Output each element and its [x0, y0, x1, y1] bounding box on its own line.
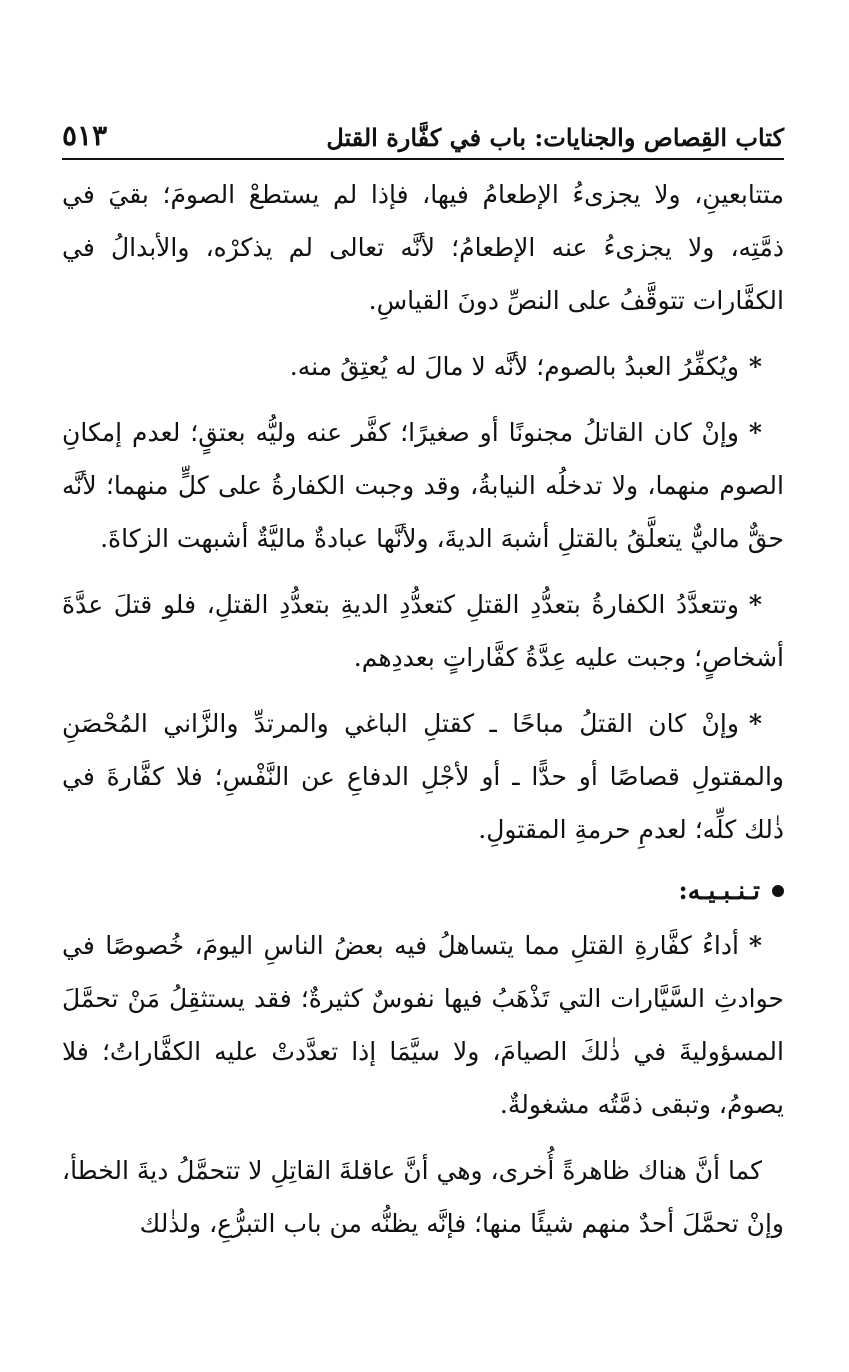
paragraph-text: ويُكفِّرُ العبدُ بالصوم؛ لأنَّه لا مالَ له يُعتِقُ منه. [289, 352, 739, 381]
paragraph-text: أداءُ كفَّارةِ القتلِ مما يتساهلُ فيه بعضُ الناسِ اليومَ، خُصوصًا في حوادثِ السَّيَّارات التي تَذْهَبُ فيها نفوسٌ كثيرةٌ؛ فقد يستثقِلُ مَنْ تحمَّلَ المسؤوليةَ في ذٰلكَ الصيامَ، ولا سيَّمَا إذا تعدَّدتْ عليه الكفَّاراتُ؛ فلا يصومُ، وتبقى ذمَّتُه مشغولةٌ. [62, 931, 784, 1119]
paragraph-marker: * [748, 931, 762, 960]
paragraph-continuation: متتابعينِ، ولا يجزىءُ الإطعامُ فيها، فإذا لم يستطعْ الصومَ؛ بقيَ في ذمَّتِه، ولا يجزىءُ عنه الإطعامُ؛ لأنَّه تعالى لم يذكرْه، والأبدالُ في الكفَّارات تتوقَّفُ على النصِّ دونَ القياسِ. [62, 180, 784, 315]
paragraph-slave-expiation [62, 340, 784, 393]
chapter-title: كتاب القِصاص والجنايات: باب في كفَّارة القتل [326, 123, 784, 152]
paragraph-marker: * [748, 352, 762, 381]
paragraph-multiple-victims [62, 578, 784, 684]
bullet-icon [772, 885, 784, 897]
note-paragraph: كما أنَّ هناك ظاهرةً أُخرى، وهي أنَّ عاقلةَ القاتِلِ لا تتحمَّلُ ديةَ الخطأ، وإنْ تحمَّلَ أحدٌ منهم شيئًا منها؛ فإنَّه يظنُّه من باب التبرُّعِ، ولذٰلك [62, 1156, 784, 1238]
note-paragraph [62, 919, 784, 1131]
note-heading [62, 869, 784, 913]
document-body [62, 168, 784, 1250]
running-header [62, 112, 784, 160]
paragraph-marker: * [748, 590, 762, 619]
paragraph-text: وإنْ كان القاتلُ مجنونًا أو صغيرًا؛ كفَّر عنه وليُّه بعتقٍ؛ لعدم إمكانِ الصوم منهما، ولا تدخلُه النيابةُ، وقد وجبت الكفارةُ على كلٍّ منهما؛ لأنَّه حقٌّ ماليٌّ يتعلَّقُ بالقتلِ أشبهَ الديةَ، ولأنَّها عبادةٌ ماليَّةٌ أشبهت الزكاةَ. [62, 418, 784, 553]
document-page [62, 112, 784, 1263]
paragraph-text: وإنْ كان القتلُ مباحًا ـ كقتلِ الباغي والمرتدِّ والزَّاني المُحْصَنِ والمقتولِ قصاصًا أو حدًّا ـ أو لأجْلِ الدفاعِ عن النَّفْسِ؛ فلا كفَّارةَ في ذٰلك كلِّه؛ لعدمِ حرمةِ المقتولِ. [62, 709, 784, 844]
page-number: ٥١٣ [62, 119, 108, 152]
paragraph-insane-or-minor [62, 406, 784, 565]
note-heading-text: تـنـبـيـه: [678, 876, 760, 905]
paragraph-text: وتتعدَّدُ الكفارةُ بتعدُّدِ القتلِ كتعدُّدِ الديةِ بتعدُّدِ القتلِ، فلو قتلَ عدَّةَ أشخاصٍ؛ وجبت عليه عِدَّةُ كفَّاراتٍ بعددِهم. [62, 590, 784, 672]
paragraph-marker: * [748, 418, 762, 447]
paragraph-marker: * [748, 709, 762, 738]
paragraph-lawful-killing [62, 697, 784, 856]
